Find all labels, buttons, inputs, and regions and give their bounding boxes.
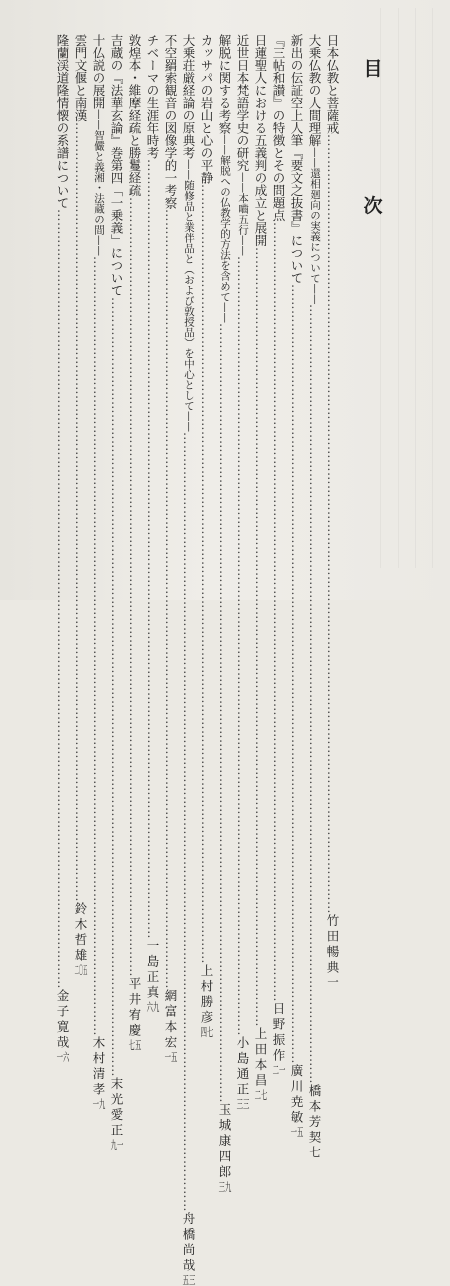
toc-entry <box>72 34 89 975</box>
dot-leader: ……………………………………………………………………………………………………………………………………………………………… <box>235 255 250 1036</box>
entry-author: 上田本昌 <box>253 1026 268 1089</box>
toc-entry <box>234 34 251 1109</box>
entry-page-number: 九一 <box>110 1138 124 1150</box>
dot-leader: ……………………………………………………………………………………………………………………………………………………………… <box>217 323 232 1103</box>
entry-author: 金子寛哉 <box>55 989 70 1051</box>
entry-page-number: 二一 <box>272 1063 286 1075</box>
dot-leader: ……………………………………………………………………………………………………………………………………………………………… <box>109 296 124 1077</box>
dot-leader: ……………………………………………………………………………………………………………………………………………………………… <box>289 284 304 1064</box>
entry-author: 小島通正 <box>235 1035 250 1098</box>
entry-title: 大乗荘厳経論の原典考 <box>181 34 196 159</box>
toc-entry <box>216 34 233 1192</box>
entry-page-number: 一五 <box>164 1051 178 1063</box>
entry-title: 大乗仏教の人間理解 <box>307 34 322 147</box>
toc-entry <box>54 34 71 1063</box>
entry-author: 廣川尭敏 <box>289 1064 304 1126</box>
toc-entry <box>288 34 305 1138</box>
toc-entry <box>324 34 341 988</box>
entry-author: 竹田暢典 <box>325 914 340 976</box>
dot-leader: ……………………………………………………………………………………………………………………………………………………………… <box>163 209 178 989</box>
dot-leader: ……………………………………………………………………………………………………………………………………………………………… <box>181 432 196 1212</box>
entry-title: 解脱に関する考察 <box>217 34 232 134</box>
entry-title: 日蓮聖人における五義判の成立と展開 <box>253 34 268 247</box>
dot-leader: ……………………………………………………………………………………………………………………………………………………………… <box>127 196 142 977</box>
entry-page-number: 三九 <box>218 1180 232 1192</box>
dot-leader: ……………………………………………………………………………………………………………………………………………………………… <box>325 134 340 914</box>
entry-title: 吉蔵の『法華玄論』巻第四「一乗義」について <box>109 34 124 297</box>
entry-author: 日野振作 <box>271 1001 286 1064</box>
toc-heading-char: 次 <box>363 195 383 217</box>
bleed-through-line <box>432 8 434 568</box>
toc-entry <box>126 34 143 1050</box>
entry-page-number: 一九 <box>92 1098 106 1110</box>
entry-author: 橋本芳契 <box>307 1084 322 1146</box>
entry-page-number: 四七 <box>200 1026 214 1038</box>
toc-entry <box>198 34 215 1038</box>
entry-page-number: 五三 <box>182 1274 196 1286</box>
entry-author: 網富本宏 <box>163 989 178 1051</box>
entry-author: 鈴木哲雄 <box>73 901 88 964</box>
bleed-through-line <box>415 8 417 568</box>
entry-title: チベーマの生涯年時考 <box>145 34 160 159</box>
entry-title: 近世日本梵語学史の研究 <box>235 34 250 172</box>
entry-page-number: 七 <box>309 1146 321 1158</box>
entry-page-number: 二七 <box>254 1088 268 1100</box>
dot-leader: ……………………………………………………………………………………………………………………………………………………………… <box>253 246 268 1027</box>
entry-page-number: 一 <box>327 976 339 988</box>
toc-heading <box>362 60 384 300</box>
entry-subtitle: ——本嚙五行—— <box>237 171 249 256</box>
entry-title: 『三帖和讃』の特徴とその問題点 <box>271 34 286 222</box>
entry-author: 木村清孝 <box>91 1036 106 1098</box>
dot-leader: ……………………………………………………………………………………………………………………………………………………………… <box>55 209 70 989</box>
entry-author: 末光愛正 <box>109 1076 124 1139</box>
entry-page-number: 一六 <box>56 1051 70 1063</box>
entry-page-number: 七五 <box>128 1038 142 1050</box>
dot-leader: ……………………………………………………………………………………………………………………………………………………………… <box>307 304 322 1084</box>
entry-author: 平井宥慶 <box>127 976 142 1039</box>
toc-heading-char: 目 <box>363 58 383 80</box>
toc-entry <box>144 34 161 1013</box>
dot-leader: ……………………………………………………………………………………………………………………………………………………………… <box>91 256 106 1036</box>
entry-page-number: 一五 <box>290 1126 304 1138</box>
bleed-through-line <box>398 8 400 568</box>
entry-author: 上村勝彦 <box>199 964 214 1026</box>
entry-title: 雲門文偃と南漢 <box>73 34 88 122</box>
entry-author: 一島正真 <box>145 939 160 1001</box>
entry-author: 舟橋尚哉 <box>181 1212 196 1274</box>
entry-subtitle: ——解脱への仏教学的方法を含めて—— <box>219 134 231 323</box>
entry-title: 日本仏教と菩薩戒 <box>325 34 340 134</box>
entry-title: 隆蘭渓道隆情懐の系譜について <box>55 34 70 209</box>
entry-subtitle: ——随修品と業伴品と（および敦授品）を中心として—— <box>183 159 195 432</box>
toc-entry <box>180 34 197 1286</box>
toc-entry <box>252 34 269 1100</box>
toc-entry <box>90 34 107 1110</box>
entry-title: 敦煌本・維摩経疏と勝鬘経疏 <box>127 34 142 197</box>
entry-page-number: 二〇五 <box>74 963 88 975</box>
toc-entry <box>270 34 287 1075</box>
entry-subtitle: ——智儼と義湘・法蔵の間—— <box>93 109 105 256</box>
toc-entry <box>306 34 323 1158</box>
dot-leader: ……………………………………………………………………………………………………………………………………………………………… <box>145 159 160 939</box>
entry-page-number: 六九 <box>146 1001 160 1013</box>
dot-leader: ……………………………………………………………………………………………………………………………………………………………… <box>73 121 88 902</box>
toc-entry <box>108 34 125 1150</box>
entry-title: カッサパの岩山と心の平静 <box>199 34 214 184</box>
dot-leader: ……………………………………………………………………………………………………………………………………………………………… <box>199 184 214 964</box>
toc-entries <box>54 34 341 1286</box>
entry-title: 不空羂索観音の図像学的一考察 <box>163 34 178 209</box>
toc-entry <box>162 34 179 1063</box>
entry-subtitle: ——還相廻向の実義について—— <box>309 146 321 304</box>
dot-leader: ……………………………………………………………………………………………………………………………………………………………… <box>271 221 286 1002</box>
entry-title: 新出の伝証空上人筆『要文之抜書』について <box>289 34 304 284</box>
entry-title: 十仏説の展開 <box>91 34 106 109</box>
entry-page-number: 三三 <box>236 1097 250 1109</box>
entry-author: 玉城康四郎 <box>217 1103 232 1181</box>
